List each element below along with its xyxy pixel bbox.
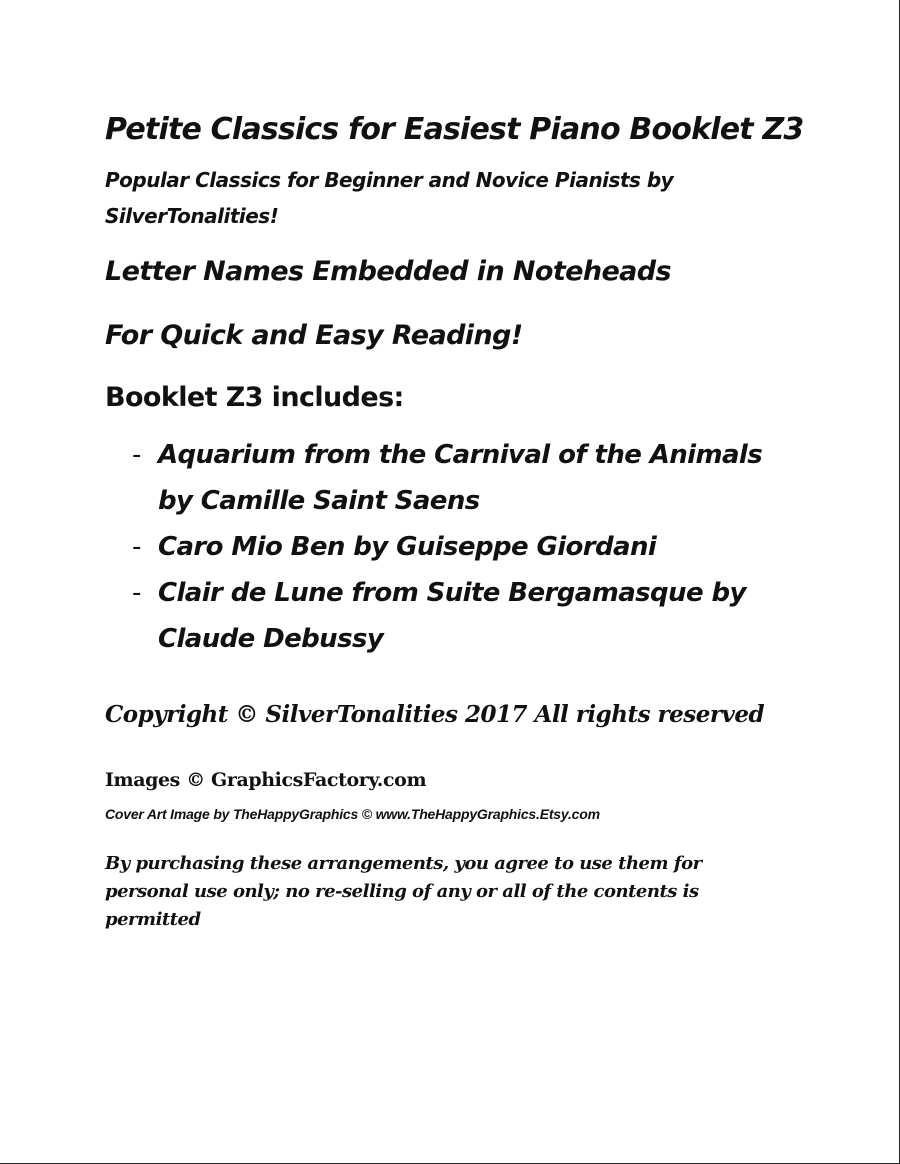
booklet-title: Petite Classics for Easiest Piano Booklet Z3	[105, 112, 804, 147]
quick-reading-heading: For Quick and Easy Reading!	[105, 320, 523, 351]
images-credit: Images © GraphicsFactory.com	[105, 769, 427, 791]
piece-title: Caro Mio Ben by Guiseppe Giordani	[158, 532, 657, 562]
cover-art-credit: Cover Art Image by TheHappyGraphics © www.TheHappyGraphics.Etsy.com	[105, 806, 600, 822]
pieces-list	[105, 432, 805, 662]
list-item	[105, 524, 778, 570]
piece-title: Aquarium from the Carnival of the Animals by Camille Saint Saens	[158, 440, 763, 516]
piece-title: Clair de Lune from Suite Bergamasque by Claude Debussy	[158, 578, 746, 654]
list-dash: -	[132, 440, 141, 470]
copyright-notice: Copyright © SilverTonalities 2017 All rights reserved	[105, 701, 765, 728]
list-dash: -	[132, 532, 141, 562]
letter-names-heading: Letter Names Embedded in Noteheads	[105, 256, 671, 287]
list-item	[105, 432, 778, 524]
includes-heading: Booklet Z3 includes:	[105, 382, 404, 413]
page-content	[105, 108, 805, 934]
booklet-subtitle: Popular Classics for Beginner and Novice Pianists by SilverTonalities!	[105, 168, 674, 228]
list-dash: -	[132, 578, 141, 608]
usage-terms: By purchasing these arrangements, you agree to use them for personal use only; no re-selling of any or all of the contents is permitted	[105, 853, 702, 930]
list-item	[105, 570, 778, 662]
